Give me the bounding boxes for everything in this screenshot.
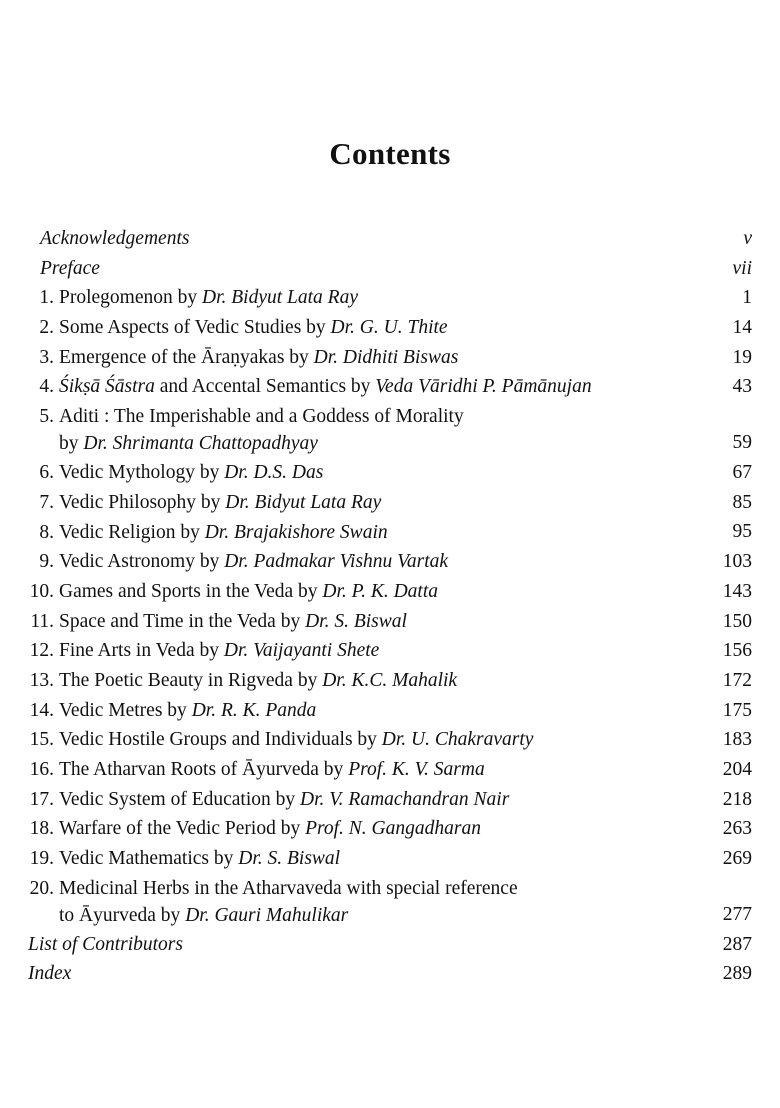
toc-entry-chapter-16[interactable]	[24, 755, 752, 785]
chapter-page: 143	[722, 580, 752, 602]
chapter-page: 103	[722, 551, 752, 573]
chapter-number: 15.	[29, 729, 54, 751]
chapter-title: Vedic Mythology by	[59, 462, 225, 484]
toc-entry-chapter-2[interactable]	[24, 313, 752, 343]
chapter-number: 9.	[39, 551, 54, 573]
chapter-author: Dr. Brajakishore Swain	[204, 521, 388, 543]
toc-entry-chapter-5[interactable]	[24, 402, 752, 458]
chapter-page: 1	[742, 287, 752, 309]
chapter-number: 8.	[39, 521, 54, 543]
chapter-number: 18.	[29, 818, 54, 840]
chapter-title: Prolegomenon by	[59, 287, 202, 309]
chapter-author: Prof. K. V. Sarma	[348, 759, 485, 780]
toc-entry-page: v	[743, 227, 752, 249]
chapter-page: 59	[732, 432, 752, 454]
chapter-title: Medicinal Herbs in the Atharvaveda with special reference	[59, 877, 518, 899]
chapter-author: Dr. Gauri Mahulikar	[185, 904, 349, 926]
chapter-title: Games and Sports in the Veda by	[59, 580, 323, 602]
chapter-title: Vedic System of Education by	[59, 788, 300, 810]
page-title: Contents	[329, 136, 451, 171]
chapter-author: Veda Vāridhi P. Pāmānujan	[375, 376, 592, 398]
toc-entry-chapter-18[interactable]	[24, 814, 752, 844]
chapter-number: 1.	[39, 287, 54, 309]
chapter-title: Vedic Metres by	[59, 699, 192, 721]
toc-entry-chapter-4[interactable]	[24, 372, 752, 402]
chapter-number: 10.	[29, 580, 54, 602]
chapter-number: 5.	[39, 406, 54, 428]
toc-entry-chapter-13[interactable]	[24, 666, 752, 696]
chapter-author: Dr. D.S. Das	[224, 462, 324, 484]
toc-entry-chapter-6[interactable]	[24, 458, 752, 488]
chapter-title: Warfare of the Vedic Period by	[59, 818, 306, 840]
chapter-title: Vedic Religion by	[59, 521, 205, 543]
chapter-number: 20.	[29, 877, 54, 899]
toc-entry-chapter-12[interactable]	[24, 636, 752, 666]
chapter-author: Dr. Bidyut Lata Ray	[201, 287, 358, 309]
toc-entry-chapter-8[interactable]	[24, 518, 752, 548]
chapter-title: Space and Time in the Veda by	[59, 610, 306, 632]
chapter-author: Dr. V. Ramachandran Nair	[300, 788, 510, 810]
chapter-author: Dr. Padmakar Vishnu Vartak	[224, 551, 449, 573]
chapter-number: 12.	[29, 640, 54, 662]
toc-entry-chapter-19[interactable]	[24, 844, 752, 874]
chapter-number: 19.	[29, 848, 54, 870]
chapter-title: and Accental Semantics by	[154, 376, 376, 398]
chapter-author: Dr. K.C. Mahalik	[322, 669, 458, 691]
chapter-title: Emergence of the Āraṇyakas by	[59, 346, 314, 368]
chapter-page: 150	[722, 610, 752, 632]
chapter-number: 16.	[29, 759, 54, 780]
toc-entry-chapter-14[interactable]	[24, 696, 752, 726]
chapter-author: Dr. U. Chakravarty	[381, 729, 534, 751]
chapter-page: 183	[722, 729, 752, 751]
chapter-page: 14	[732, 317, 752, 339]
toc-entry-title: Acknowledgements	[40, 228, 190, 249]
chapter-page: 277	[722, 904, 752, 926]
chapter-number: 17.	[29, 788, 54, 810]
chapter-author: Dr. S. Biswal	[305, 610, 407, 632]
chapter-number: 7.	[39, 491, 54, 513]
toc-entry-acknowledgements[interactable]	[24, 224, 752, 254]
chapter-title: The Poetic Beauty in Rigveda by	[59, 669, 323, 691]
chapter-author: Dr. P. K. Datta	[322, 580, 438, 602]
chapter-number: 11.	[30, 610, 54, 632]
chapter-page: 43	[732, 376, 752, 398]
toc-entry-preface[interactable]	[24, 254, 752, 284]
chapter-title: Vedic Astronomy by	[59, 551, 225, 573]
chapter-title: Vedic Hostile Groups and Individuals by	[59, 729, 382, 751]
toc-entry-page: 289	[722, 963, 752, 985]
chapter-author: Dr. Didhiti Biswas	[313, 346, 459, 368]
toc-entry-chapter-11[interactable]	[24, 607, 752, 637]
toc-entry-chapter-1[interactable]	[24, 283, 752, 313]
table-of-contents	[24, 224, 752, 989]
toc-entry-page: vii	[732, 257, 752, 279]
chapter-title: Some Aspects of Vedic Studies by	[59, 317, 331, 339]
toc-entry-chapter-17[interactable]	[24, 785, 752, 815]
chapter-title: The Atharvan Roots of Āyurveda by	[59, 759, 349, 780]
chapter-title: Vedic Mathematics by	[59, 848, 239, 870]
chapter-page: 85	[732, 491, 752, 513]
toc-entry-title: Index	[28, 963, 72, 985]
chapter-author: Dr. Bidyut Lata Ray	[225, 491, 382, 513]
chapter-page: 95	[732, 521, 752, 543]
toc-entry-index[interactable]	[24, 959, 752, 989]
chapter-page: 263	[722, 818, 752, 840]
chapter-author: Dr. Vaijayanti Shete	[223, 640, 380, 662]
chapter-title: Fine Arts in Veda by	[59, 640, 224, 662]
chapter-page: 67	[732, 462, 752, 484]
chapter-page: 218	[722, 788, 752, 810]
chapter-author: Prof. N. Gangadharan	[305, 818, 481, 840]
toc-entry-chapter-10[interactable]	[24, 577, 752, 607]
chapter-number: 14.	[29, 699, 54, 721]
chapter-author: Dr. R. K. Panda	[191, 699, 317, 721]
chapter-title-continued: to Āyurveda by	[59, 904, 186, 926]
toc-entry-chapter-20[interactable]	[24, 874, 752, 930]
chapter-number: 3.	[39, 346, 54, 368]
chapter-title-continued: by	[59, 433, 84, 455]
toc-entry-chapter-3[interactable]	[24, 343, 752, 373]
toc-entry-chapter-15[interactable]	[24, 725, 752, 755]
chapter-page: 156	[722, 640, 752, 662]
chapter-page: 172	[722, 669, 752, 691]
chapter-page: 269	[722, 848, 752, 870]
chapter-number: 13.	[29, 669, 54, 691]
chapter-page: 175	[722, 699, 752, 721]
toc-entry-chapter-7[interactable]	[24, 488, 752, 518]
chapter-page: 19	[732, 346, 752, 368]
toc-entry-chapter-9[interactable]	[24, 547, 752, 577]
chapter-author: Dr. Shrimanta Chattopadhyay	[83, 433, 318, 455]
toc-entry-page: 287	[722, 933, 752, 955]
chapter-author: Dr. S. Biswal	[238, 848, 341, 870]
toc-entry-title: Preface	[40, 257, 100, 279]
chapter-author: Dr. G. U. Thite	[330, 317, 448, 339]
chapter-page: 204	[722, 758, 752, 780]
chapter-number: 6.	[39, 462, 54, 484]
chapter-number: 4.	[39, 376, 54, 398]
chapter-number: 2.	[39, 317, 54, 339]
chapter-title: Aditi : The Imperishable and a Goddess of Morality	[59, 406, 464, 428]
toc-entry-title: List of Contributors	[28, 933, 183, 955]
toc-entry-list-of-contributors[interactable]	[24, 930, 752, 960]
chapter-title: Vedic Philosophy by	[59, 491, 226, 513]
chapter-title-italic: Śikṣā Śāstra	[59, 376, 155, 398]
